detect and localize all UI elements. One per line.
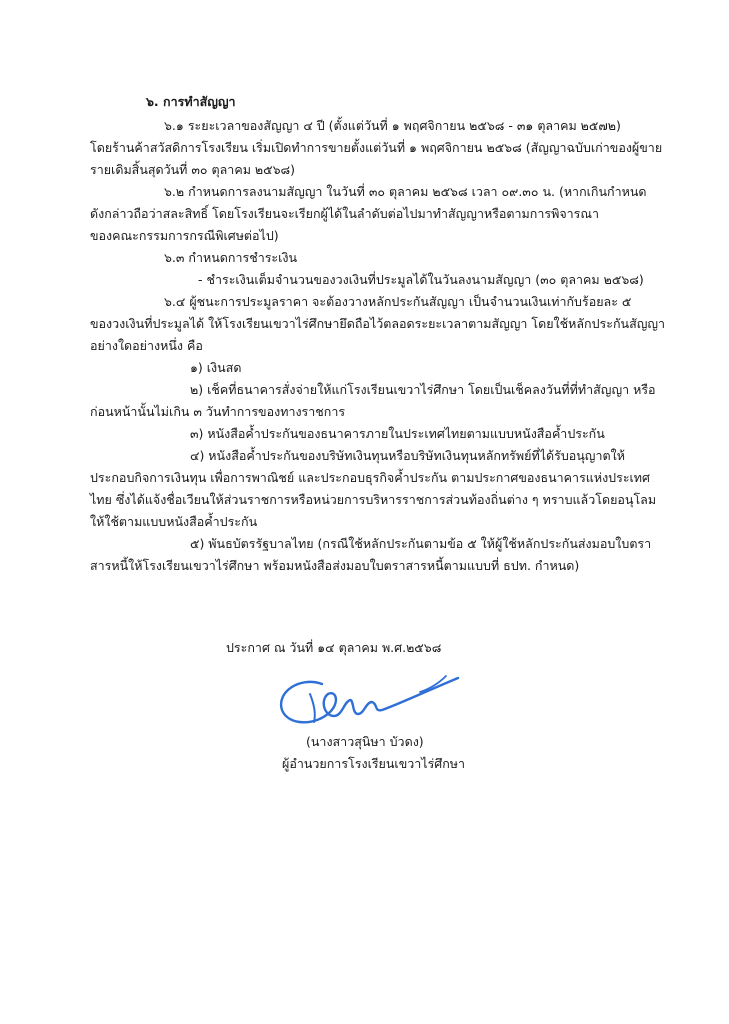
option-3: ๓) หนังสือค้ำประกันของธนาคารภายในประเทศไทยตามแบบหนังสือค้ำประกัน [190,426,605,441]
option-4-line-3: ไทย ซึ่งได้แจ้งชื่อเวียนให้ส่วนราชการหรือหน่วยการบริหารราชการส่วนท้องถิ่นต่าง ๆ ทราบแล้วโดยอนุโลม [90,492,657,507]
clause-6-1-line-3: รายเดิมสิ้นสุดวันที่ ๓๐ ตุลาคม ๒๕๖๘) [90,162,296,177]
signer-name: (นางสาวสุนิษา บัวดง) [306,734,424,749]
clause-6-2-line-2: ดังกล่าวถือว่าสละสิทธิ์ โดยโรงเรียนจะเรียกผู้ได้ในลำดับต่อไปมาทำสัญญาหรือตามการพิจารณา [90,206,600,221]
option-2-line-1: ๒) เช็คที่ธนาคารสั่งจ่ายให้แก่โรงเรียนเขวาไร่ศึกษา โดยเป็นเช็คลงวันที่ที่ทำสัญญา หรือ [190,382,656,397]
option-4-line-1: ๔) หนังสือค้ำประกันของบริษัทเงินทุนหรือบริษัทเงินทุนหลักทรัพย์ที่ได้รับอนุญาตให้ [190,448,625,463]
clause-6-4-line-3: อย่างใดอย่างหนึ่ง คือ [90,338,203,353]
section-heading: ๖. การทำสัญญา [146,94,236,109]
signer-title: ผู้อำนวยการโรงเรียนเขวาไร่ศึกษา [282,756,466,771]
option-4-line-2: ประกอบกิจการเงินทุน เพื่อการพาณิชย์ และประกอบธุรกิจค้ำประกัน ตามประกาศของธนาคารแห่งประเทศ [90,470,650,485]
clause-6-3-line-1: ๖.๓ กำหนดการชำระเงิน [164,250,298,265]
option-5-line-1: ๕) พันธบัตรรัฐบาลไทย (กรณีใช้หลักประกันตามข้อ ๕ ให้ผู้ใช้หลักประกันส่งมอบใบตรา [190,536,652,551]
clause-6-2-line-3: ของคณะกรรมการกรณีพิเศษต่อไป) [90,228,279,243]
clause-6-1-line-2: โดยร้านค้าสวัสดิการโรงเรียน เริ่มเปิดทำการขายตั้งแต่วันที่ ๑ พฤศจิกายน ๒๕๖๘ (สัญญาฉบับเก่าของผู้ขาย [90,140,663,155]
clause-6-2-line-1: ๖.๒ กำหนดการลงนามสัญญา ในวันที่ ๓๐ ตุลาคม ๒๕๖๘ เวลา ๐๙.๓๐ น. (หากเกินกำหนด [164,184,647,199]
clause-6-3-line-2: - ชำระเงินเต็มจำนวนของวงเงินที่ประมูลได้ในวันลงนามสัญญา (๓๐ ตุลาคม ๒๕๖๘) [198,272,644,287]
clause-6-4-line-2: ของวงเงินที่ประมูลได้ ให้โรงเรียนเขวาไร่ศึกษายึดถือไว้ตลอดระยะเวลาตามสัญญา โดยใช้หลักประกันสัญญา [90,316,666,331]
clause-6-4-line-1: ๖.๔ ผู้ชนะการประมูลราคา จะต้องวางหลักประกันสัญญา เป็นจำนวนเงินเท่ากับร้อยละ ๕ [164,294,632,309]
option-4-line-4: ให้ใช้ตามแบบหนังสือค้ำประกัน [90,514,258,529]
option-5-line-2: สารหนี้ให้โรงเรียนเขวาไร่ศึกษา พร้อมหนังสือส่งมอบใบตราสารหนี้ตามแบบที่ ธปท. กำหนด) [90,558,580,573]
announcement-date: ประกาศ ณ วันที่ ๑๔ ตุลาคม พ.ศ.๒๕๖๘ [226,640,442,655]
signature-image [270,664,470,734]
option-1: ๑) เงินสด [190,360,242,375]
option-2-line-2: ก่อนหน้านั้นไม่เกิน ๓ วันทำการของทางราชการ [90,404,346,419]
clause-6-1-line-1: ๖.๑ ระยะเวลาของสัญญา ๔ ปี (ตั้งแต่วันที่ ๑ พฤศจิกายน ๒๕๖๘ - ๓๑ ตุลาคม ๒๕๗๒) [164,118,621,133]
